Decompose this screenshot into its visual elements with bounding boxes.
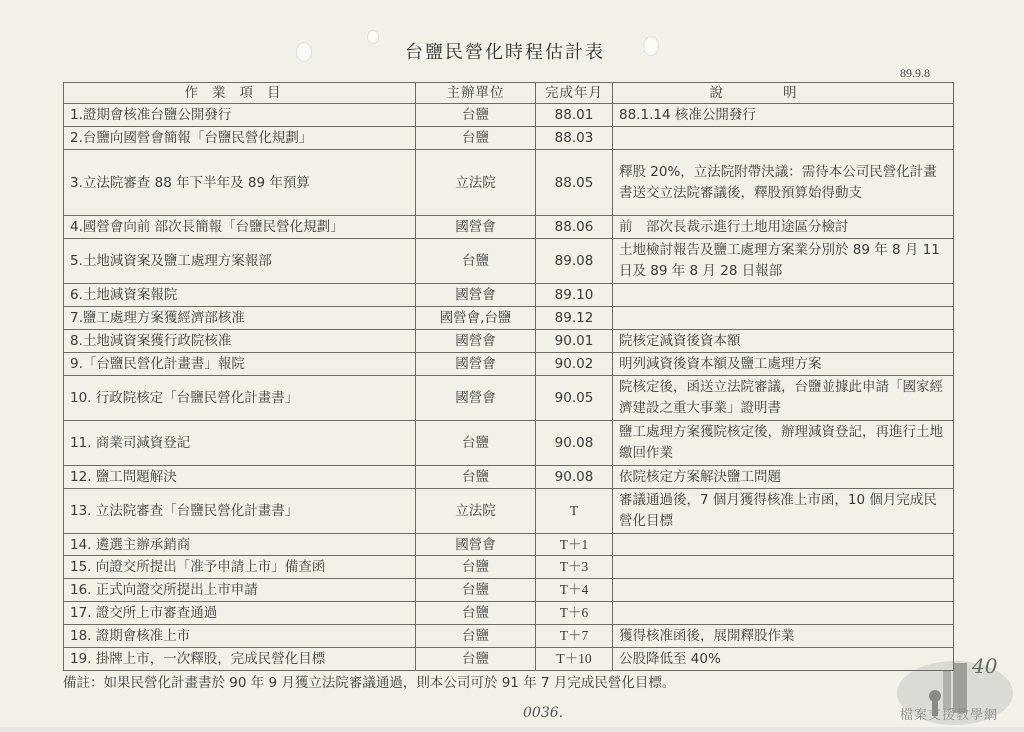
header-done: 完成年月 bbox=[536, 83, 613, 104]
row-done: T＋1 bbox=[536, 534, 613, 556]
row-done: 88.05 bbox=[536, 150, 613, 216]
table-row bbox=[64, 353, 954, 376]
table-row bbox=[64, 330, 954, 353]
row-note bbox=[613, 534, 954, 556]
table-row bbox=[64, 150, 954, 216]
punch-hole bbox=[296, 42, 312, 62]
row-unit: 台鹽 bbox=[416, 466, 536, 489]
row-done: T＋10 bbox=[536, 648, 613, 671]
row-item: 8.土地減資案獲行政院核准 bbox=[64, 330, 416, 353]
table-row bbox=[64, 307, 954, 330]
table-row bbox=[64, 284, 954, 307]
row-item: 3.立法院審查 88 年下半年及 89 年預算 bbox=[64, 150, 416, 216]
row-item: 4.國營會向前 部次長簡報「台鹽民營化規劃」 bbox=[64, 216, 416, 239]
row-note bbox=[613, 307, 954, 330]
row-item: 13. 立法院審查「台鹽民營化計畫書」 bbox=[64, 489, 416, 534]
row-done: 88.01 bbox=[536, 104, 613, 127]
row-item: 19. 掛牌上市，一次釋股，完成民營化目標 bbox=[64, 648, 416, 671]
row-note: 釋股 20%，立法院附帶決議：需待本公司民營化計畫書送交立法院審議後，釋股預算始得動支 bbox=[613, 150, 954, 216]
row-done: 90.08 bbox=[536, 421, 613, 466]
row-item: 7.鹽工處理方案獲經濟部核准 bbox=[64, 307, 416, 330]
header-note-label: 說明 bbox=[709, 85, 857, 101]
row-unit: 台鹽 bbox=[416, 104, 536, 127]
footnote: 備註：如果民營化計畫書於 90 年 9 月獲立法院審議通過，則本公司可於 91 年 7 月完成民營化目標。 bbox=[63, 675, 676, 691]
row-unit: 國營會 bbox=[416, 330, 536, 353]
row-done: 90.05 bbox=[536, 376, 613, 421]
row-unit: 台鹽 bbox=[416, 127, 536, 150]
row-unit: 國營會 bbox=[416, 376, 536, 421]
row-item: 2.台鹽向國營會簡報「台鹽民營化規劃」 bbox=[64, 127, 416, 150]
table-row bbox=[64, 239, 954, 284]
row-unit: 台鹽 bbox=[416, 239, 536, 284]
row-unit: 台鹽 bbox=[416, 579, 536, 602]
row-unit: 台鹽 bbox=[416, 625, 536, 648]
header-item bbox=[64, 83, 416, 104]
row-done: T＋6 bbox=[536, 602, 613, 625]
handwritten-page-number: 0036. bbox=[523, 705, 564, 721]
table-row bbox=[64, 602, 954, 625]
row-done: T bbox=[536, 489, 613, 534]
table-row bbox=[64, 625, 954, 648]
row-item: 12. 鹽工問題解決 bbox=[64, 466, 416, 489]
table-row bbox=[64, 579, 954, 602]
row-done: 89.10 bbox=[536, 284, 613, 307]
row-item: 17. 證交所上市審查通過 bbox=[64, 602, 416, 625]
document-title: 台鹽民營化時程估計表 bbox=[405, 42, 605, 63]
row-done: 89.12 bbox=[536, 307, 613, 330]
row-unit: 國營會 bbox=[416, 284, 536, 307]
row-note: 明列減資後資本額及鹽工處理方案 bbox=[613, 353, 954, 376]
row-item: 16. 正式向證交所提出上市申請 bbox=[64, 579, 416, 602]
document-date: 89.9.8 bbox=[900, 66, 930, 80]
row-done: T＋4 bbox=[536, 579, 613, 602]
row-unit: 立法院 bbox=[416, 489, 536, 534]
handwritten-mark: 40 bbox=[972, 654, 998, 678]
row-done: 90.01 bbox=[536, 330, 613, 353]
row-unit: 國營會 bbox=[416, 216, 536, 239]
row-item: 14. 遴選主辦承銷商 bbox=[64, 534, 416, 556]
header-note bbox=[613, 83, 954, 104]
table-row bbox=[64, 489, 954, 534]
row-item: 18. 證期會核准上市 bbox=[64, 625, 416, 648]
row-note: 鹽工處理方案獲院核定後，辦理減資登記，再進行土地繳回作業 bbox=[613, 421, 954, 466]
row-note: 前 部次長裁示進行土地用途區分檢討 bbox=[613, 216, 954, 239]
row-unit: 台鹽 bbox=[416, 556, 536, 579]
table-row bbox=[64, 127, 954, 150]
row-note bbox=[613, 579, 954, 602]
row-item: 1.證期會核准台鹽公開發行 bbox=[64, 104, 416, 127]
table-row bbox=[64, 104, 954, 127]
row-unit: 台鹽 bbox=[416, 648, 536, 671]
header-item-label: 作業項目 bbox=[184, 85, 295, 101]
table-row bbox=[64, 648, 954, 671]
watermark-text: 檔案支援教學網 bbox=[900, 708, 999, 723]
table-row bbox=[64, 466, 954, 489]
row-note bbox=[613, 284, 954, 307]
row-done: 88.06 bbox=[536, 216, 613, 239]
row-note: 院核定減資後資本額 bbox=[613, 330, 954, 353]
row-unit: 台鹽 bbox=[416, 421, 536, 466]
row-item: 15. 向證交所提出「准予申請上市」備查函 bbox=[64, 556, 416, 579]
row-item: 5.土地減資案及鹽工處理方案報部 bbox=[64, 239, 416, 284]
row-unit: 台鹽 bbox=[416, 602, 536, 625]
schedule-table bbox=[63, 82, 954, 671]
row-note: 院核定後，函送立法院審議，台鹽並據此申請「國家經濟建設之重大事業」證明書 bbox=[613, 376, 954, 421]
row-item: 6.土地減資案報院 bbox=[64, 284, 416, 307]
row-unit: 國營會,台鹽 bbox=[416, 307, 536, 330]
bottom-strip bbox=[0, 727, 1024, 732]
row-note bbox=[613, 127, 954, 150]
table-row bbox=[64, 376, 954, 421]
table-header-row bbox=[64, 83, 954, 104]
row-note: 獲得核准函後，展開釋股作業 bbox=[613, 625, 954, 648]
row-unit: 國營會 bbox=[416, 353, 536, 376]
row-done: 89.08 bbox=[536, 239, 613, 284]
row-note: 公股降低至 40% bbox=[613, 648, 954, 671]
row-item: 9.「台鹽民營化計畫書」報院 bbox=[64, 353, 416, 376]
document-body bbox=[63, 82, 963, 692]
table-row bbox=[64, 216, 954, 239]
row-note bbox=[613, 602, 954, 625]
row-done: T＋3 bbox=[536, 556, 613, 579]
row-done: 88.03 bbox=[536, 127, 613, 150]
row-done: 90.02 bbox=[536, 353, 613, 376]
row-note bbox=[613, 556, 954, 579]
row-note: 依院核定方案解決鹽工問題 bbox=[613, 466, 954, 489]
row-unit: 國營會 bbox=[416, 534, 536, 556]
row-note: 土地檢討報告及鹽工處理方案業分別於 89 年 8 月 11 日及 89 年 8 月 28 日報部 bbox=[613, 239, 954, 284]
table-row bbox=[64, 556, 954, 579]
punch-hole bbox=[367, 30, 379, 44]
header-unit: 主辦單位 bbox=[416, 83, 536, 104]
row-note: 88.1.14 核准公開發行 bbox=[613, 104, 954, 127]
row-note: 審議通過後，7 個月獲得核准上市函，10 個月完成民營化目標 bbox=[613, 489, 954, 534]
row-done: 90.08 bbox=[536, 466, 613, 489]
row-item: 11. 商業司減資登記 bbox=[64, 421, 416, 466]
row-item: 10. 行政院核定「台鹽民營化計畫書」 bbox=[64, 376, 416, 421]
table-row bbox=[64, 534, 954, 556]
table-row bbox=[64, 421, 954, 466]
row-done: T＋7 bbox=[536, 625, 613, 648]
row-unit: 立法院 bbox=[416, 150, 536, 216]
punch-hole bbox=[643, 36, 659, 56]
